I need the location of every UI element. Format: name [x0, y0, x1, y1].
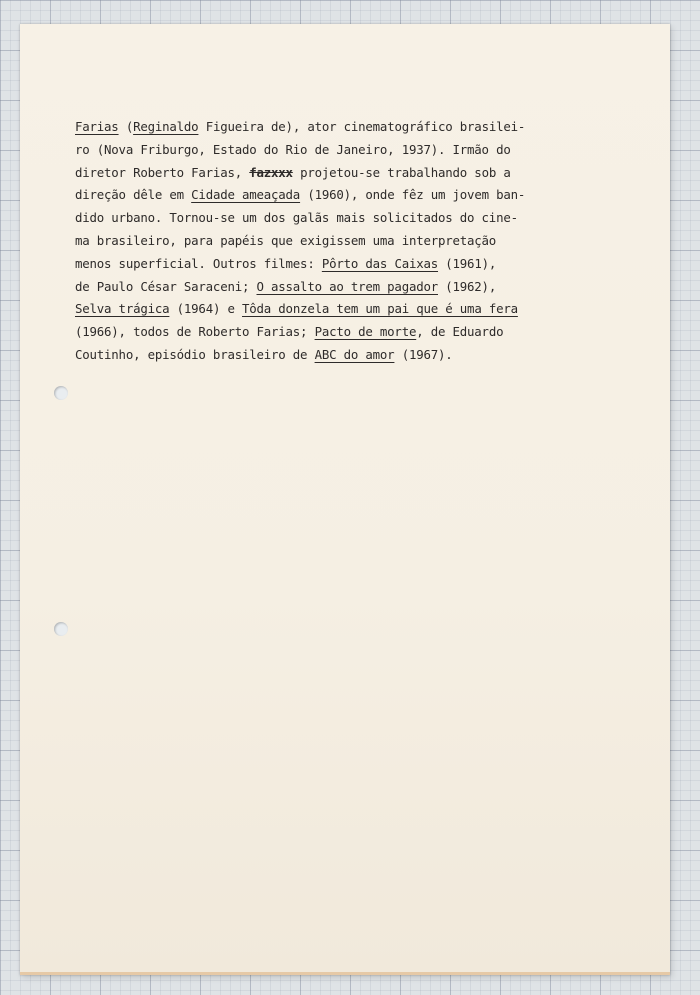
text-segment: (1962), [438, 278, 497, 294]
underlined-title: Reginaldo [133, 119, 199, 134]
struck-out-word: fazxxx [249, 164, 293, 180]
underlined-title: Cidade ameaçada [191, 187, 301, 203]
underlined-title: Selva trágica [75, 301, 170, 317]
text-segment: diretor Roberto Farias, [75, 164, 250, 180]
text-segment: menos superficial. Outros filmes: [75, 255, 322, 271]
text-line [75, 116, 615, 139]
encyclopedia-entry-text [75, 116, 615, 367]
text-line [75, 207, 615, 230]
typewritten-page [20, 24, 670, 975]
underlined-title: Farias [75, 119, 119, 134]
text-segment: ma brasileiro, para papéis que exigissem uma interpretação [75, 232, 497, 248]
text-segment: direção dêle em [75, 187, 192, 203]
text-line [75, 253, 615, 276]
underlined-title: Pacto de morte [314, 324, 417, 340]
text-line [75, 298, 615, 321]
text-line [75, 139, 615, 162]
text-segment: (1961), [438, 255, 497, 271]
text-segment: (1960), onde fêz um jovem ban- [300, 187, 526, 203]
text-line [75, 276, 615, 299]
text-line [75, 184, 615, 207]
text-line [75, 321, 615, 344]
text-segment: (1966), todos de Roberto Farias; [75, 324, 315, 340]
text-segment: Coutinho, episódio brasileiro de [75, 346, 315, 362]
text-segment: ( [118, 119, 134, 134]
punch-hole-bottom [54, 622, 68, 636]
text-segment: dido urbano. Tornou-se um dos galãs mais solicitados do cine- [75, 210, 518, 226]
text-segment: (1964) e [169, 301, 242, 317]
underlined-title: Tôda donzela tem um pai que é uma fera [242, 301, 518, 317]
text-segment: Figueira de), ator cinematográfico brasilei- [198, 119, 526, 134]
text-line [75, 230, 615, 253]
text-segment: (1967). [394, 346, 453, 362]
underlined-title: Pôrto das Caixas [321, 255, 439, 271]
text-segment: ro (Nova Friburgo, Estado do Rio de Janeiro, 1937). Irmão do [75, 141, 511, 157]
text-line [75, 162, 615, 185]
underlined-title: ABC do amor [314, 346, 395, 362]
text-segment: de Paulo César Saraceni; [75, 278, 257, 294]
text-segment: projetou-se trabalhando sob a [292, 164, 511, 180]
text-segment: , de Eduardo [416, 324, 504, 340]
underlined-title: O assalto ao trem pagador [256, 278, 438, 294]
text-line [75, 344, 615, 367]
punch-hole-top [54, 386, 68, 400]
